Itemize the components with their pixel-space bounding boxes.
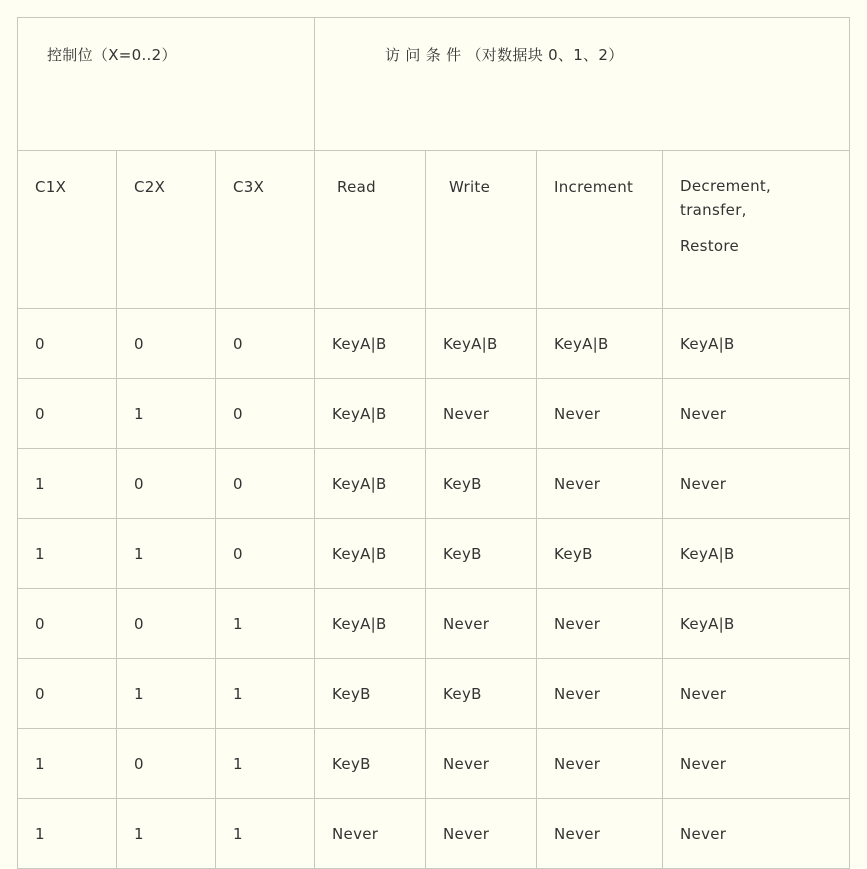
cell-c3x: 0 [216, 309, 315, 379]
cell-write: KeyB [426, 449, 537, 519]
access-conditions-header: 访 问 条 件 （对数据块 0、1、2） [315, 18, 850, 151]
column-header-increment: Increment [537, 151, 663, 309]
cell-c1x: 1 [18, 449, 117, 519]
cell-write: Never [426, 379, 537, 449]
cell-c1x: 0 [18, 309, 117, 379]
cell-increment: Never [537, 449, 663, 519]
column-header-c2x: C2X [117, 151, 216, 309]
cell-c3x: 1 [216, 589, 315, 659]
column-header-write: Write [426, 151, 537, 309]
cell-decrement-transfer-restore: Never [663, 729, 850, 799]
cell-increment: KeyA|B [537, 309, 663, 379]
cell-increment: Never [537, 729, 663, 799]
cell-c2x: 1 [117, 519, 216, 589]
cell-c3x: 1 [216, 799, 315, 869]
cell-decrement-transfer-restore: KeyA|B [663, 309, 850, 379]
column-header-decrement-transfer-restore [663, 151, 850, 309]
access-conditions-table [17, 17, 850, 869]
cell-read: KeyA|B [315, 309, 426, 379]
cell-c1x: 1 [18, 799, 117, 869]
column-header-c3x: C3X [216, 151, 315, 309]
cell-c2x: 0 [117, 589, 216, 659]
cell-write: Never [426, 799, 537, 869]
cell-decrement-transfer-restore: Never [663, 449, 850, 519]
cell-c2x: 0 [117, 449, 216, 519]
column-header-restore: Restore [680, 237, 740, 255]
column-header-c1x: C1X [18, 151, 117, 309]
cell-read: KeyB [315, 729, 426, 799]
cell-decrement-transfer-restore: Never [663, 379, 850, 449]
cell-read: KeyB [315, 659, 426, 729]
cell-decrement-transfer-restore: KeyA|B [663, 589, 850, 659]
cell-c3x: 0 [216, 379, 315, 449]
cell-c2x: 1 [117, 799, 216, 869]
cell-c1x: 1 [18, 519, 117, 589]
cell-increment: KeyB [537, 519, 663, 589]
cell-increment: Never [537, 659, 663, 729]
cell-read: KeyA|B [315, 449, 426, 519]
cell-increment: Never [537, 589, 663, 659]
cell-c2x: 1 [117, 379, 216, 449]
cell-read: KeyA|B [315, 379, 426, 449]
cell-c2x: 1 [117, 659, 216, 729]
cell-write: KeyB [426, 519, 537, 589]
cell-read: KeyA|B [315, 589, 426, 659]
table-row [18, 309, 850, 379]
table-row [18, 659, 850, 729]
table-row [18, 519, 850, 589]
table-row [18, 379, 850, 449]
column-header-transfer: transfer, [680, 201, 747, 219]
cell-read: KeyA|B [315, 519, 426, 589]
cell-decrement-transfer-restore: Never [663, 659, 850, 729]
cell-write: Never [426, 729, 537, 799]
cell-increment: Never [537, 799, 663, 869]
cell-decrement-transfer-restore: KeyA|B [663, 519, 850, 589]
cell-c3x: 1 [216, 729, 315, 799]
cell-read: Never [315, 799, 426, 869]
cell-c2x: 0 [117, 729, 216, 799]
column-header-row [18, 151, 850, 309]
cell-increment: Never [537, 379, 663, 449]
cell-c3x: 0 [216, 449, 315, 519]
column-header-decrement: Decrement, [680, 177, 772, 195]
cell-c1x: 1 [18, 729, 117, 799]
table-row [18, 589, 850, 659]
cell-c1x: 0 [18, 659, 117, 729]
table-row [18, 449, 850, 519]
cell-write: Never [426, 589, 537, 659]
cell-write: KeyA|B [426, 309, 537, 379]
cell-decrement-transfer-restore: Never [663, 799, 850, 869]
group-header-row [18, 18, 850, 151]
cell-c3x: 0 [216, 519, 315, 589]
cell-c1x: 0 [18, 379, 117, 449]
control-bits-header: 控制位（X=0..2） [18, 18, 315, 151]
column-header-read: Read [315, 151, 426, 309]
cell-write: KeyB [426, 659, 537, 729]
table-row [18, 799, 850, 869]
cell-c3x: 1 [216, 659, 315, 729]
cell-c2x: 0 [117, 309, 216, 379]
cell-c1x: 0 [18, 589, 117, 659]
table-row [18, 729, 850, 799]
